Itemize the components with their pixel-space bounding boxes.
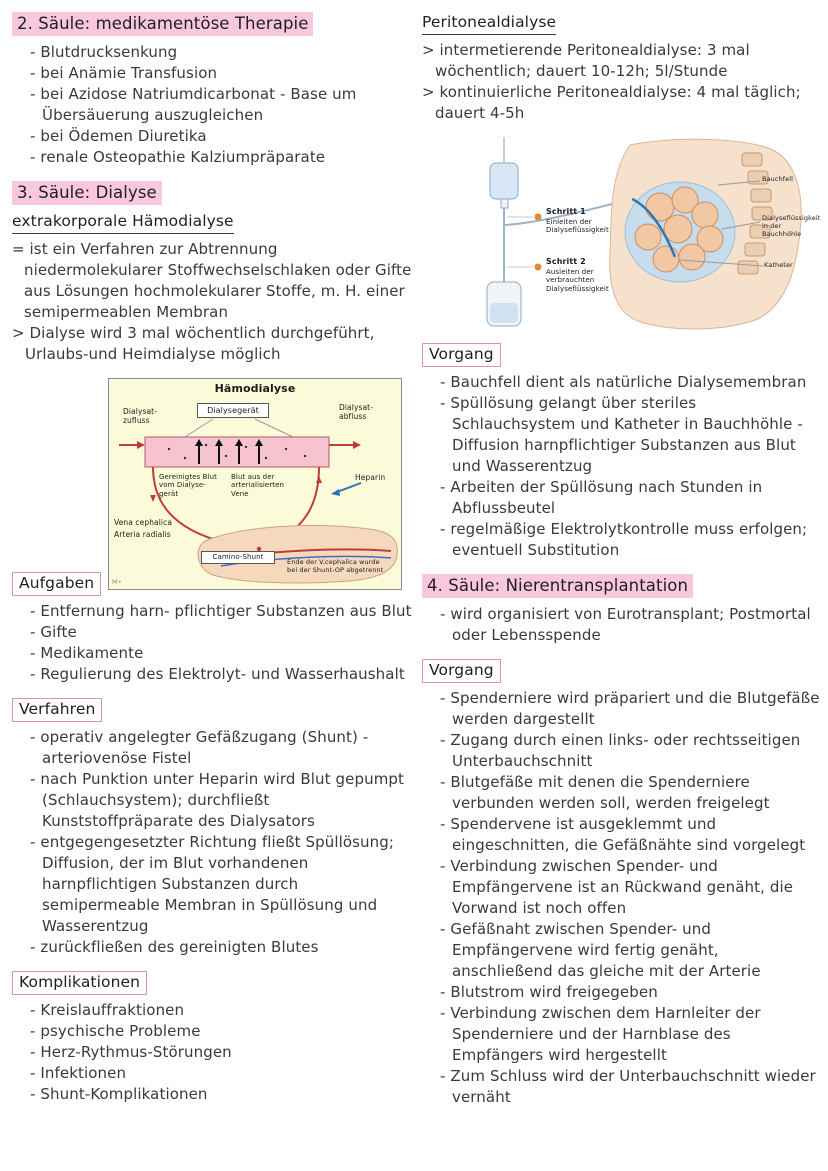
section-medikamentoese-therapie — [12, 12, 412, 168]
bullet-list — [12, 727, 412, 958]
dialysat-zufluss-label: Dialysat-zufluss — [123, 407, 158, 425]
bullet-item: - psychische Probleme — [30, 1022, 201, 1040]
bullet-list — [422, 604, 820, 646]
bullet-item: - nach Punktion unter Heparin wird Blut gepumpt (Schlauchsystem); durchfließt Kunststoffpräparate des Dialysators — [30, 770, 405, 830]
note-list — [422, 40, 820, 124]
bullet-item: - Regulierung des Elektrolyt- und Wasserhaushalt — [30, 665, 405, 683]
vena-cephalica-label: Vena cephalica — [114, 518, 173, 527]
bullet-item: - entgegengesetzter Richtung fließt Spüllösung; Diffusion, der im Blut vorhandenen harnpflichtigen Substanzen durch semipermeable Membran in Spüllösung und Wasserentzug — [30, 833, 395, 935]
bullet-item: - wird organisiert von Eurotransplant; Postmortal oder Lebensspende — [440, 605, 811, 644]
schritt2-text: Ausleiten der verbrauchten Dialyseflüssigkeit — [546, 268, 609, 293]
section-title-verfahren: Verfahren — [12, 698, 102, 722]
bullet-item: - Arbeiten der Spüllösung nach Stunden in Abflussbeutel — [440, 478, 763, 517]
bullet-item: - Gifte — [30, 623, 77, 641]
bullet-item: - Verbindung zwischen dem Harnleiter der Spenderniere und der Harnblase des Empfängers wird hergestellt — [440, 1004, 761, 1064]
bullet-list — [12, 42, 412, 168]
note-text: > Dialyse wird 3 mal wöchentlich durchgeführt, Urlaubs-und Heimdialyse möglich — [12, 324, 375, 363]
schritt1-text: Einleiten der Dialyseflüssigkeit — [546, 218, 609, 235]
definition-text: = ist ein Verfahren zur Abtrennung niedermolekularer Stoffwechselschlaken oder Gifte aus Lösungen hochmolekularer Stoffe, m. H. einer semipermeablen Membran — [12, 240, 412, 321]
section-title-medikamentoese-therapie: 2. Säule: medikamentöse Therapie — [12, 12, 313, 36]
diagram-credit-mark: M• — [112, 578, 122, 587]
haemodialyse-diagram — [108, 378, 402, 590]
dialysefluessigkeit-label: Dialyseflüssigkeit in der Bauchhöhle — [762, 214, 821, 238]
section-nierentransplantation — [422, 574, 820, 646]
heparin-label: Heparin — [355, 473, 386, 482]
bullet-item: - Shunt-Komplikationen — [30, 1085, 208, 1103]
bullet-list — [422, 688, 820, 1108]
katheter-label: Katheter — [764, 261, 793, 269]
bullet-item: - Zugang durch einen links- oder rechtsseitigen Unterbauchschnitt — [440, 731, 801, 770]
bullet-list — [12, 601, 412, 685]
bullet-item: - bei Ödemen Diuretika — [30, 127, 207, 145]
section-verfahren — [12, 698, 412, 958]
shunt-op-note-label: Ende der V.cephalica wurde bei der Shunt-OP abgetrennt — [287, 558, 384, 574]
dialysegeraet-label: Dialysegerät — [197, 403, 269, 418]
section-vorgang-transplantation — [422, 659, 820, 1108]
bullet-item: - zurückfließen des gereinigten Blutes — [30, 938, 319, 956]
note-line: > kontinuierliche Peritonealdialyse: 4 mal täglich; dauert 4-5h — [422, 83, 801, 122]
subsection-title-haemodialyse: extrakorporale Hämodialyse — [12, 211, 234, 234]
arterielles-blut-label: Blut aus der arterialisierten Vene — [231, 473, 285, 498]
bullet-item: - Medikamente — [30, 644, 144, 662]
note-line: > intermetierende Peritonealdialyse: 3 mal wöchentlich; dauert 10-12h; 5l/Stunde — [422, 41, 750, 80]
bullet-item: - bei Anämie Transfusion — [30, 64, 218, 82]
section-title-nierentransplantation: 4. Säule: Nierentransplantation — [422, 574, 693, 598]
bullet-item: - renale Osteopathie Kalziumpräparate — [30, 148, 326, 166]
section-title-vorgang-pd: Vorgang — [422, 343, 501, 367]
peritonealdialyse-diagram — [480, 137, 821, 333]
bullet-item: - Spendervene ist ausgeklemmt und eingeschnitten, die Gefäßnähte sind vorgelegt — [440, 815, 806, 854]
dialysat-abfluss-label: Dialysat-abfluss — [339, 403, 374, 421]
bullet-item: - Blutgefäße mit denen die Spenderniere verbunden werden soll, werden freigelegt — [440, 773, 770, 812]
right-column — [422, 12, 820, 1121]
bullet-item: - Herz-Rythmus-Störungen — [30, 1043, 232, 1061]
bullet-item: - Blutdrucksenkung — [30, 43, 178, 61]
section-title-komplikationen: Komplikationen — [12, 971, 147, 995]
bullet-item: - Infektionen — [30, 1064, 127, 1082]
bullet-item: - Spenderniere wird präpariert und die Blutgefäße werden dargestellt — [440, 689, 820, 728]
bullet-item: - Spüllösung gelangt über steriles Schlauchsystem und Katheter in Bauchhöhle - Diffusion harnpflichtiger Substanzen aus Blut und Wasserentzug — [440, 394, 803, 475]
bullet-list — [12, 1000, 412, 1105]
bullet-item: - operativ angelegter Gefäßzugang (Shunt) - arteriovenöse Fistel — [30, 728, 369, 767]
bullet-item: - Entfernung harn- pflichtiger Substanzen aus Blut — [30, 602, 412, 620]
section-vorgang-peritonealdialyse — [422, 343, 820, 561]
section-dialyse — [12, 181, 412, 365]
bullet-item: - bei Azidose Natriumdicarbonat - Base um Übersäuerung auszugleichen — [30, 85, 357, 124]
left-column — [12, 12, 412, 1118]
bullet-item: - Gefäßnaht zwischen Spender- und Empfängervene wird fertig genäht, anschließend das gleiche mit der Arterie — [440, 920, 761, 980]
bauchfell-label: Bauchfell — [762, 175, 794, 183]
section-title-aufgaben: Aufgaben — [12, 572, 101, 596]
section-peritonealdialyse — [422, 12, 820, 124]
bullet-item: - Kreislauffraktionen — [30, 1001, 185, 1019]
schritt1-title: Schritt 1 — [546, 207, 586, 216]
bullet-item: - Verbindung zwischen Spender- und Empfängervene ist an Rückwand genäht, die Vorwand ist noch offen — [440, 857, 794, 917]
bullet-item: - Bauchfell dient als natürliche Dialysemembran — [440, 373, 807, 391]
bullet-item: - Zum Schluss wird der Unterbauchschnitt wieder vernäht — [440, 1067, 816, 1106]
gereinigtes-blut-label: Gereinigtes Blut vom Dialyse-gerät — [159, 473, 217, 498]
section-title-dialyse: 3. Säule: Dialyse — [12, 181, 162, 205]
section-komplikationen — [12, 971, 412, 1105]
bullet-item: - regelmäßige Elektrolytkontrolle muss erfolgen; eventuell Substitution — [440, 520, 808, 559]
arteria-radialis-label: Arteria radialis — [114, 530, 171, 539]
section-title-vorgang-tx: Vorgang — [422, 659, 501, 683]
schritt2-title: Schritt 2 — [546, 257, 586, 266]
camino-shunt-label: Camino-Shunt — [201, 551, 275, 564]
bullet-item: - Blutstrom wird freigegeben — [440, 983, 658, 1001]
peritonealdialyse-illustration — [480, 137, 821, 333]
diagram-title: Hämodialyse — [214, 382, 296, 395]
section-title-peritonealdialyse: Peritonealdialyse — [422, 12, 556, 35]
bullet-list — [422, 372, 820, 561]
